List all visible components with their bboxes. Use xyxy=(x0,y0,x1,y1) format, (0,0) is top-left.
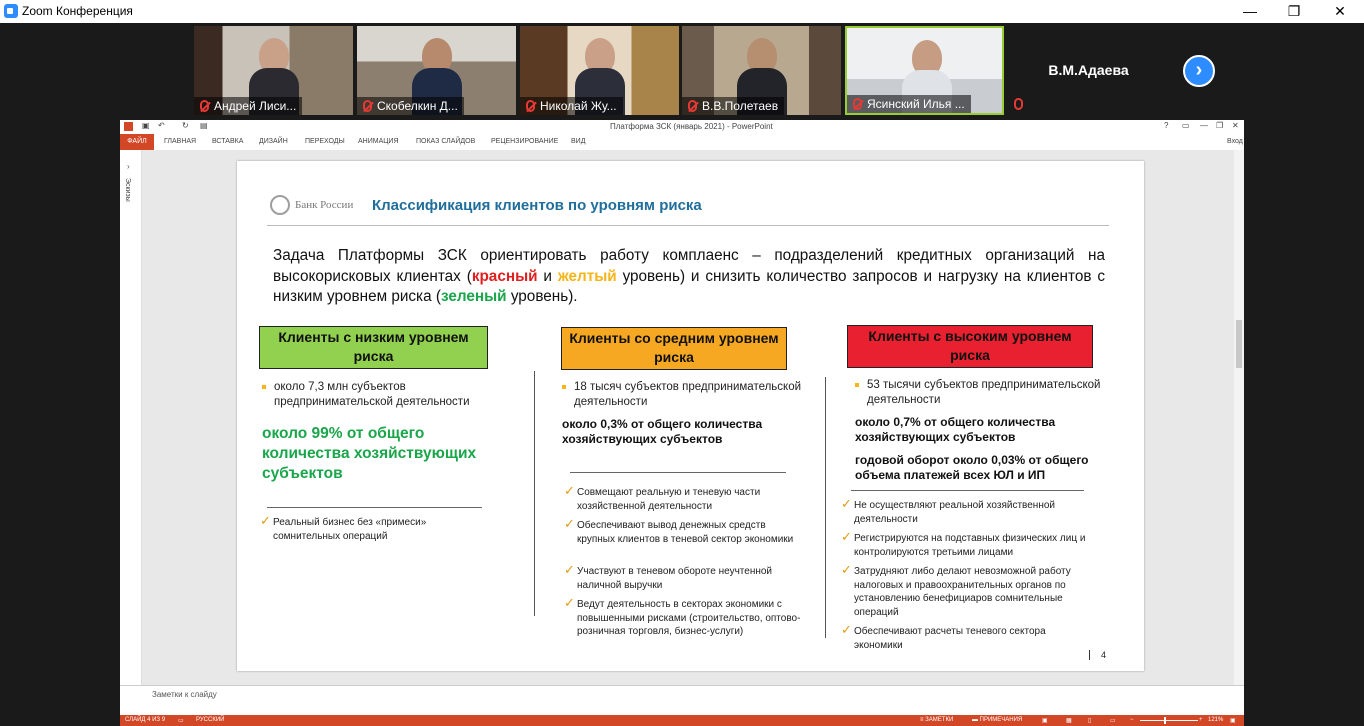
low-percentage: около 99% от общего количества хозяйствующих субъектов xyxy=(262,425,477,482)
save-icon[interactable]: ▣ xyxy=(142,121,150,130)
muted-mic-icon xyxy=(526,100,535,112)
checkmark-icon: ✓ xyxy=(841,496,852,511)
zoom-level[interactable]: 121% xyxy=(1208,717,1224,723)
zoom-logo-icon xyxy=(4,4,18,18)
fit-slide-icon[interactable]: ▣ xyxy=(1230,718,1236,724)
column-divider xyxy=(534,371,535,616)
zoom-slider[interactable] xyxy=(1140,720,1198,721)
tab-view[interactable]: ВИД xyxy=(571,138,586,145)
tab-design[interactable]: ДИЗАЙН xyxy=(259,138,288,145)
language[interactable]: РУССКИЙ xyxy=(196,717,225,723)
mid-check-item: ✓ Обеспечивают вывод денежных средств крупных клиентов в теневой сектор экономики xyxy=(564,516,794,545)
tab-animation[interactable]: АНИМАЦИЯ xyxy=(358,138,399,145)
high-check-item: ✓ Затрудняют либо делают невозможной работу налоговых и правоохранительных органов по установлению бенефициаров сомнительные операций xyxy=(841,562,1071,618)
thumbnail-pane[interactable] xyxy=(120,150,142,685)
powerpoint-logo-icon xyxy=(124,122,133,131)
tab-transitions[interactable]: ПЕРЕХОДЫ xyxy=(305,138,345,145)
participant-tile[interactable] xyxy=(357,26,516,115)
undo-icon[interactable]: ↶ xyxy=(158,121,165,130)
page-number: 4 xyxy=(1101,650,1107,660)
tab-home[interactable]: ГЛАВНАЯ xyxy=(164,138,197,145)
slideshow-view-icon[interactable]: ▭ xyxy=(1110,718,1116,724)
ribbon-tabs xyxy=(120,134,1244,150)
page-number-rule xyxy=(1089,650,1090,660)
participant-tile[interactable] xyxy=(682,26,841,115)
mid-divider xyxy=(570,472,786,473)
tab-insert[interactable]: ВСТАВКА xyxy=(212,138,244,145)
slide-counter: СЛАЙД 4 ИЗ 9 xyxy=(125,717,166,723)
muted-mic-icon xyxy=(1014,98,1023,110)
ppt-titlebar xyxy=(120,120,1244,134)
vertical-scrollbar[interactable] xyxy=(1234,150,1244,685)
title-divider xyxy=(267,225,1109,226)
medium-risk-header: Клиенты со средним уровнем риска xyxy=(561,327,787,370)
participant-name: Скобелкин Д... xyxy=(357,97,464,115)
mid-bullet: 18 тысяч субъектов предпринимательской деятельности xyxy=(574,380,814,410)
reading-view-icon[interactable]: ▯ xyxy=(1088,718,1092,724)
mid-check-item: ✓ Ведут деятельность в секторах экономики с повышенными рисками (строительство, оптово-розничная торговля, бизнес-услуги) xyxy=(564,595,801,637)
bullet-square-icon xyxy=(562,385,566,389)
zoom-out-icon[interactable]: − xyxy=(1130,717,1134,723)
checkmark-icon: ✓ xyxy=(564,516,575,531)
slide xyxy=(237,161,1144,671)
help-icon[interactable]: ? xyxy=(1164,121,1169,130)
minimize-icon[interactable]: — xyxy=(1200,121,1208,130)
mid-check-item: ✓ Совмещают реальную и теневую части хозяйственной деятельности xyxy=(564,483,761,512)
participant-tile-active[interactable] xyxy=(845,26,1004,115)
low-bullet: около 7,3 млн субъектов предпринимательской деятельности xyxy=(274,380,514,410)
high-turnover: годовой оборот около 0,03% от общего объема платежей всех ЮЛ и ИП xyxy=(855,453,1089,482)
mid-percentage: около 0,3% от общего количества хозяйствующих субъектов xyxy=(562,417,763,446)
high-percentage: около 0,7% от общего количества хозяйствующих субъектов xyxy=(855,415,1056,444)
participant-tile[interactable] xyxy=(194,26,353,115)
minimize-button[interactable]: — xyxy=(1243,3,1257,19)
sorter-view-icon[interactable]: ▦ xyxy=(1066,718,1072,724)
high-check-item: ✓ Регистрируются на подставных физических лиц и контролируются третьими лицами xyxy=(841,529,1086,558)
notes-placeholder: Заметки к слайду xyxy=(152,690,217,699)
high-risk-header: Клиенты с высоким уровнем риска xyxy=(847,325,1093,368)
participant-name: Ясинский Илья ... xyxy=(847,95,971,113)
notes-pane[interactable] xyxy=(120,685,1244,715)
participant-name: В.В.Полетаев xyxy=(682,97,784,115)
bullet-square-icon xyxy=(855,383,859,387)
close-icon[interactable]: ✕ xyxy=(1232,121,1239,130)
bank-name: Банк России xyxy=(295,199,354,211)
column-divider xyxy=(825,377,826,638)
next-page-button[interactable]: › xyxy=(1183,55,1215,87)
slideshow-icon[interactable]: ▤ xyxy=(200,121,208,130)
high-bullet: 53 тысячи субъектов предпринимательской деятельности xyxy=(867,378,1107,408)
window-title: Zoom Конференция xyxy=(22,4,133,18)
bullet-square-icon xyxy=(262,385,266,389)
participant-tile[interactable] xyxy=(520,26,679,115)
normal-view-icon[interactable]: ▣ xyxy=(1042,718,1048,724)
checkmark-icon: ✓ xyxy=(564,595,575,610)
low-risk-header: Клиенты с низким уровнем риска xyxy=(259,326,488,369)
status-bar xyxy=(120,715,1244,726)
intro-text: Задача Платформы ЗСК ориентировать работу комплаенс – подразделений кредитных организаций на высокорисковых клиентах (красный и желтый уровень) и снизить количество запросов и нагрузку на клиентов с низким уровнем риска (зеленый уровень). xyxy=(273,247,1106,305)
checkmark-icon: ✓ xyxy=(841,529,852,544)
mid-check-item: ✓ Участвуют в теневом обороте неучтенной наличной выручки xyxy=(564,562,773,591)
zoom-titlebar xyxy=(0,0,1364,23)
tab-slideshow[interactable]: ПОКАЗ СЛАЙДОВ xyxy=(416,138,476,145)
close-button[interactable]: ✕ xyxy=(1334,3,1346,19)
tab-review[interactable]: РЕЦЕНЗИРОВАНИЕ xyxy=(491,138,559,145)
green-word: зеленый xyxy=(440,288,507,305)
participant-name: Андрей Лиси... xyxy=(194,97,302,115)
participant-name: Николай Жу... xyxy=(520,97,623,115)
comments-toggle[interactable]: ▬ ПРИМЕЧАНИЯ xyxy=(972,717,1023,723)
maximize-button[interactable]: ❐ xyxy=(1287,3,1301,19)
zoom-in-icon[interactable]: + xyxy=(1199,717,1203,723)
muted-mic-icon xyxy=(688,100,697,112)
tab-file[interactable]: ФАЙЛ xyxy=(120,134,154,150)
low-divider xyxy=(267,507,482,508)
restore-icon[interactable]: ❐ xyxy=(1216,121,1224,130)
login-link[interactable]: Вход xyxy=(1227,138,1243,145)
checkmark-icon: ✓ xyxy=(841,562,852,577)
checkmark-icon: ✓ xyxy=(841,622,852,637)
slide-title: Классификация клиентов по уровням риска xyxy=(372,197,702,214)
checkmark-icon: ✓ xyxy=(260,513,271,528)
powerpoint-window xyxy=(120,120,1244,726)
muted-mic-icon xyxy=(363,100,372,112)
red-word: красный xyxy=(471,267,538,285)
notes-toggle[interactable]: ≡ ЗАМЕТКИ xyxy=(920,717,954,723)
spell-check-icon[interactable]: ▭ xyxy=(178,718,184,724)
checkmark-icon: ✓ xyxy=(564,562,575,577)
checkmark-icon: ✓ xyxy=(564,483,575,498)
document-title: Платформа ЗСК (январь 2021) - PowerPoint xyxy=(610,122,773,131)
high-check-item: ✓ Обеспечивают расчеты теневого сектора экономики xyxy=(841,622,1046,651)
thumb-pane-label: Эскизы xyxy=(124,178,131,202)
zoom-slider-thumb[interactable] xyxy=(1164,717,1166,724)
high-check-item: ✓ Не осуществляют реальной хозяйственной деятельности xyxy=(841,496,1055,525)
high-divider xyxy=(851,490,1084,491)
expand-chevron-icon[interactable]: › xyxy=(127,162,130,171)
ribbon-options-icon[interactable]: ▭ xyxy=(1182,121,1190,130)
participant-tile-no-video[interactable] xyxy=(1008,26,1169,115)
redo-icon[interactable]: ↻ xyxy=(182,121,189,130)
scrollbar-thumb[interactable] xyxy=(1236,320,1242,368)
low-check-item: ✓ Реальный бизнес без «примеси» сомнительных операций xyxy=(260,513,427,542)
muted-mic-icon xyxy=(853,98,862,110)
bank-of-russia-logo-icon xyxy=(270,195,290,215)
yellow-word: желтый xyxy=(557,267,617,285)
participant-name: В.М.Адаева xyxy=(1048,62,1129,78)
muted-mic-icon xyxy=(200,100,209,112)
